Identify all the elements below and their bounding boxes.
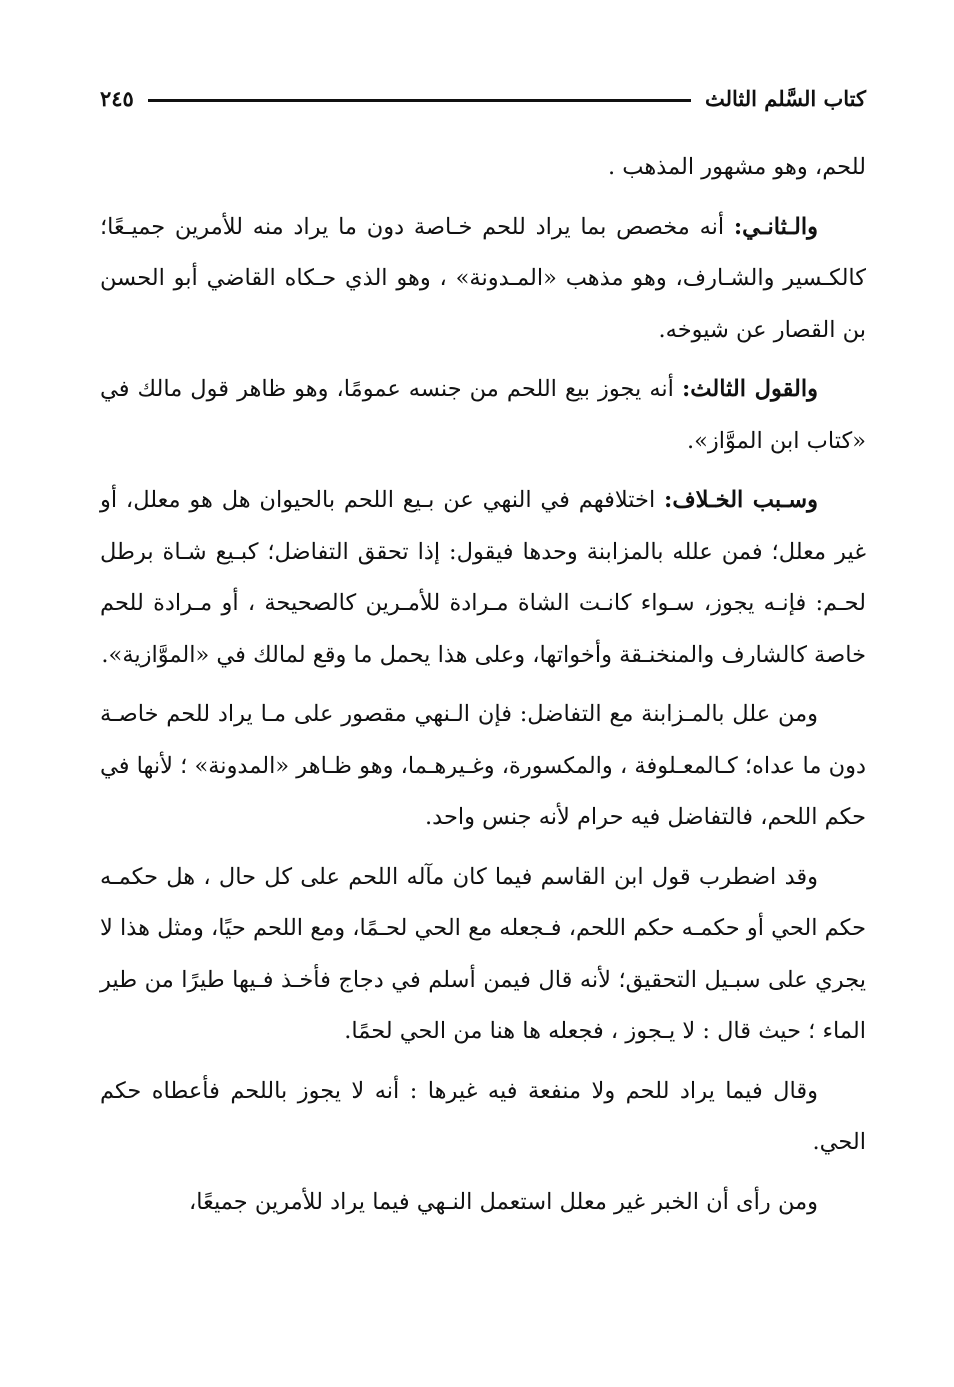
running-header [100, 78, 866, 118]
paragraph-lead: وسـبب الخـلاف: [664, 487, 818, 513]
paragraph [100, 1177, 866, 1229]
paragraph [100, 202, 866, 357]
paragraph [100, 142, 866, 194]
paragraph-text: ومن علل بالمـزابنة مع التفاضل: فإن الـنهي مقصور على مـا يراد للحم خاصـة دون ما عداه؛ كـالمعـلوفة ، والمكسورة، وغـيرهـما، وهو ظـاهر «المدونة» ؛ لأنها في حكم اللحم، فالتفاضل فيه حرام لأنه جنس واحد. [100, 701, 866, 830]
paragraph-text: أنه مخصص بما يراد للحم خـاصة دون ما يراد منه للأمرين جميـعًا؛ كالكـسير والشـارف، وهو مذهب «المـدونة» ، وهو الذي حـكاه القاضي أبو الحسن بن القصار عن شيوخه. [100, 213, 866, 343]
paragraph [100, 475, 866, 681]
paragraph-text: أنه يجوز بيع اللحم من جنسه عمومًا، وهو ظاهر قول مالك في «كتاب ابن الموَّاز». [100, 376, 866, 454]
paragraph [100, 364, 866, 467]
paragraph-text: وقال فيما يراد للحم ولا منفعة فيه غيرها : أنه لا يجوز باللحم فأعطاه حكم الحي. [100, 1077, 866, 1155]
paragraph-text: وقد اضطرب قول ابن القاسم فيما كان مآله اللحم على كل حال ، هل حكمـه حكم الحي أو حكمـه حكم اللحم، فـجعله مع الحي لحـمًا، ومع اللحم حيًا، ومثل هذا لا يجري على سبـيل التحقيق؛ لأنه قال فيمن أسلم في دجاج فأخـذ فـيها طيرًا من طير الماء ؛ حيث قال : لا يـجوز ، فجعله ها هنا من الحي لحمًا. [100, 863, 866, 1044]
paragraph-lead: والـثانـي: [733, 213, 818, 240]
paragraph-lead: والقول الثالث: [681, 376, 819, 402]
paragraph-text: ومن رأى أن الخبر غير معلل استعمل النـهي فيما يراد للأمرين جميعًا، [188, 1188, 818, 1215]
chapter-title: كتاب السَّلم الثالث [704, 85, 866, 111]
paragraph [100, 852, 866, 1058]
page-number: ٢٤٥ [100, 85, 134, 111]
paragraph-text: اختلافهم في النهي عن بـيع اللحم بالحيوان هل هو معلل، أو غير معلل؛ فمن علله بالمزابنة وحدها فيقول: إذا تحقق التفاضل؛ كبـيع شـاة برطل لحـم: فإنـه يجوز، سـواء كانـت الشاة مـرادة للأمـرين كالصحيحة ، أو مـرادة للحم خاصة كالشارف والمنخنـقة وأخواتها، وعلى هذا يحمل ما وقع لمالك في «الموَّازية». [100, 487, 866, 668]
body-text [100, 142, 866, 1236]
paragraph-text: للحم، وهو مشهور المذهب . [607, 154, 866, 180]
header-rule [148, 99, 691, 102]
paragraph [100, 689, 866, 844]
paragraph [100, 1066, 866, 1169]
